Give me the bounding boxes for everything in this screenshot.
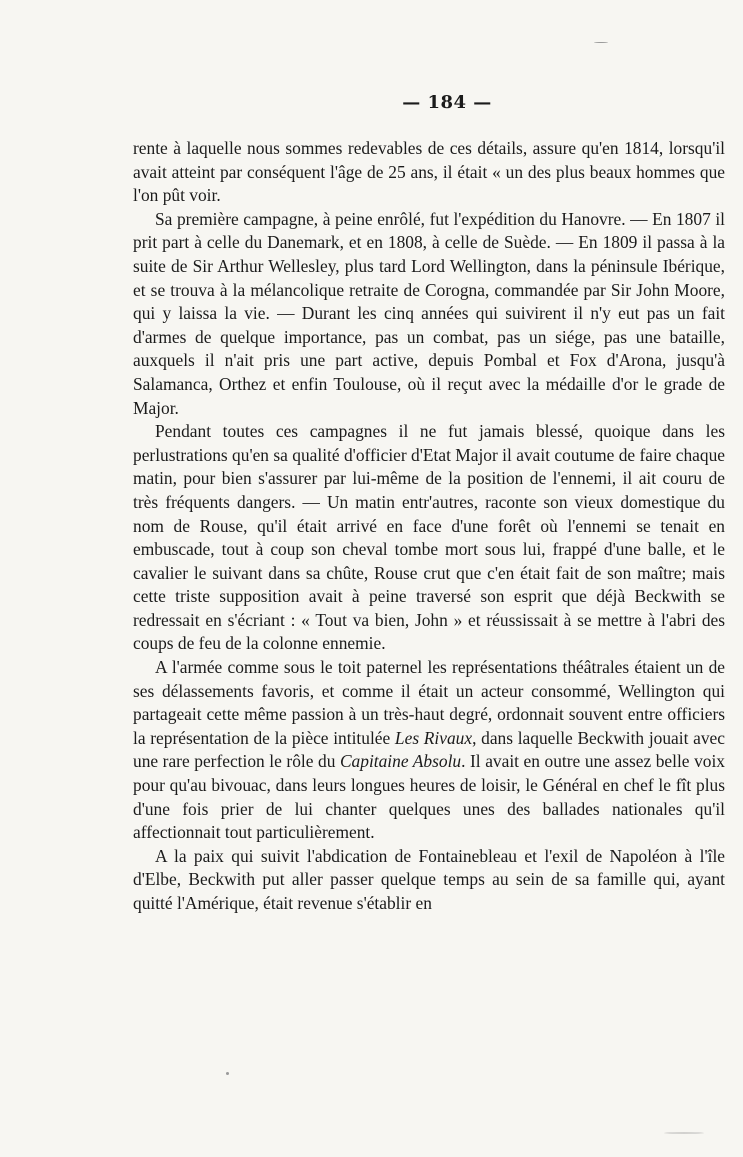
print-speck	[594, 42, 608, 43]
book-page	[133, 92, 725, 916]
paragraph	[133, 420, 725, 656]
italic-title: Capitaine Absolu	[339, 751, 462, 772]
print-speck	[664, 1132, 704, 1134]
text-run: , dans laquelle Beckwith jouait avec une rare perfection le rôle du	[133, 727, 725, 772]
print-speck	[226, 1072, 229, 1075]
page-number: — 184 —	[402, 92, 492, 113]
paragraph	[133, 845, 725, 916]
paragraph	[133, 208, 725, 420]
text-run: A l'armée comme sous le toit paternel les représentations théâtrales étaient un de ses délassements favoris, et comme il était un acteur consommé, Wellington qui partageait cette même passion à un très-haut degré, ordonnait souvent entre officiers la représentation de la pièce intitulée	[133, 657, 725, 748]
paragraph	[133, 137, 725, 208]
body-text	[133, 137, 725, 916]
text-run: A la paix qui suivit l'abdication de Fontainebleau et l'exil de Napoléon à l'île d'Elbe, Beckwith put aller passer quelque temps au sein de sa famille qui, ayant quitté l'Amérique, était revenue s'établir en	[133, 845, 725, 913]
paragraph	[133, 656, 725, 845]
text-run: rente à laquelle nous sommes redevables de ces détails, assure qu'en 1814, lorsqu'il avait atteint par conséquent l'âge de 25 ans, il était « un des plus beaux hommes que l'on pût voir.	[133, 138, 725, 206]
text-run: Sa première campagne, à peine enrôlé, fut l'expédition du Hanovre. — En 1807 il prit part à celle du Danemark, et en 1808, à celle de Suède. — En 1809 il passa à la suite de Sir Arthur Wellesley, plus tard Lord Wellington, dans la péninsule Ibérique, et se trouva à la mélancolique retraite de Corogna, commandée par Sir John Moore, qui y laissa la vie. — Durant les cinq années qui suivirent il n'y eut pas un fait d'armes de quelque importance, pas un combat, pas un siége, pas une bataille, auxquels il n'ait pris une part active, depuis Pombal et Fox d'Arona, jusqu'à Salamanca, Orthez et enfin Toulouse, où il reçut avec la médaille d'or le grade de Major.	[133, 208, 725, 418]
text-run: Pendant toutes ces campagnes il ne fut jamais blessé, quoique dans les perlustrations qu'en sa qualité d'officier d'Etat Major il avait coutume de faire chaque matin, pour bien s'assurer par lui-même de la position de l'ennemi, il ait couru de très fréquents dangers. — Un matin entr'autres, raconte son vieux domestique du nom de Rouse, qu'il était arrivé en face d'une forêt où l'ennemi se tenait en embuscade, tout à coup son cheval tombe mort sous lui, frappé d'une balle, et le cavalier le suivant dans sa chûte, Rouse crut que c'en était fait de son maître; mais cette triste supposition avait à peine traversé son esprit que déjà Beckwith se redressait en s'écriant : « Tout va bien, John » et réussissait à se mettre à l'abri des coups de feu de la colonne ennemie.	[133, 421, 725, 654]
italic-title: Les Rivaux	[394, 727, 473, 748]
text-run: . Il avait en outre une assez belle voix pour qu'au bivouac, dans leurs longues heures de loisir, le Général en chef le fît plus d'une fois prier de lui chanter quelques unes des ballades nationales qu'il affectionnait tout particulièrement.	[133, 751, 726, 843]
